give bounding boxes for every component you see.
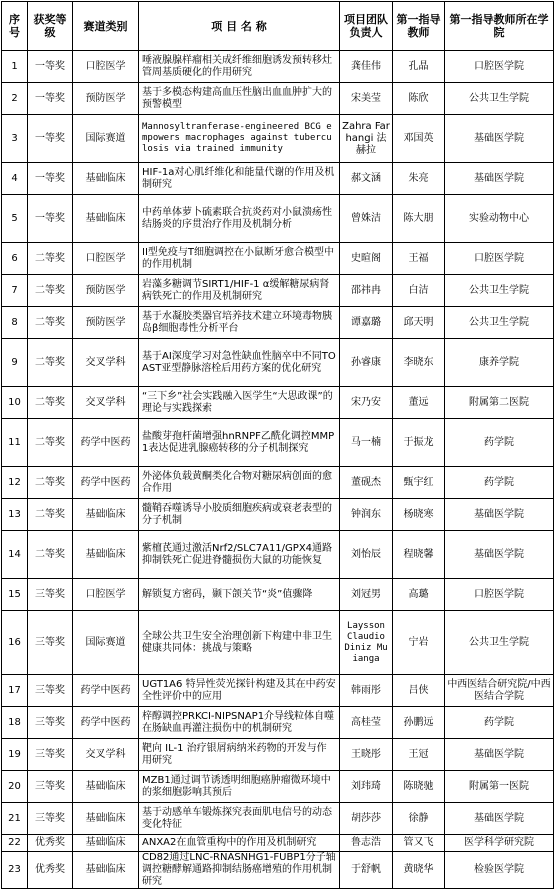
cell-level: 一等奖: [28, 163, 73, 195]
cell-advisor: 王冠: [393, 739, 445, 771]
cell-no: 10: [2, 387, 28, 419]
cell-leader: 董砚杰: [340, 467, 393, 499]
cell-title: ANXA2在血管重构中的作用及机制研究: [139, 835, 340, 852]
cell-category: 国际赛道: [73, 611, 139, 675]
cell-level: 三等奖: [28, 707, 73, 739]
cell-title: UGT1A6 特异性荧光探针构建及其在中药安全性评价中的应用: [139, 675, 340, 707]
cell-advisor: 宁岩: [393, 611, 445, 675]
cell-leader: Zahra Farhangi 法赫拉: [340, 115, 393, 163]
table-row: [2, 275, 554, 307]
header-leader: 项目团队负责人: [340, 2, 393, 51]
cell-no: 16: [2, 611, 28, 675]
cell-category: 基础临床: [73, 771, 139, 803]
cell-advisor: 孔晶: [393, 51, 445, 83]
cell-advisor: 陈大朋: [393, 195, 445, 243]
table-row: [2, 195, 554, 243]
cell-no: 5: [2, 195, 28, 243]
cell-advisor: 于振龙: [393, 419, 445, 467]
cell-no: 18: [2, 707, 28, 739]
cell-title: 解锁复方密码，颞下颌关节“炎”值骤降: [139, 579, 340, 611]
cell-category: 口腔医学: [73, 51, 139, 83]
cell-level: 三等奖: [28, 675, 73, 707]
cell-leader: 王晓彤: [340, 739, 393, 771]
cell-title: 基于水凝胶类器官培养技术建立环境毒物胰岛β细胞毒性分析平台: [139, 307, 340, 339]
cell-advisor: 孙鹏远: [393, 707, 445, 739]
cell-leader: 孙睿康: [340, 339, 393, 387]
header-advisor: 第一指导教师: [393, 2, 445, 51]
table-row: [2, 307, 554, 339]
cell-category: 基础临床: [73, 163, 139, 195]
table-row: [2, 115, 554, 163]
cell-category: 基础临床: [73, 195, 139, 243]
cell-advisor: 吕侠: [393, 675, 445, 707]
cell-no: 7: [2, 275, 28, 307]
cell-school: 附属第一医院: [445, 771, 554, 803]
table-row: [2, 852, 554, 889]
header-level: 获奖等级: [28, 2, 73, 51]
table-row: [2, 803, 554, 835]
cell-no: 20: [2, 771, 28, 803]
cell-advisor: 董远: [393, 387, 445, 419]
cell-leader: 郝文涵: [340, 163, 393, 195]
cell-category: 交叉学科: [73, 339, 139, 387]
cell-level: 三等奖: [28, 771, 73, 803]
cell-category: 药学中医药: [73, 707, 139, 739]
table-row: [2, 611, 554, 675]
cell-leader: 钟润东: [340, 499, 393, 531]
cell-level: 一等奖: [28, 115, 73, 163]
cell-leader: 谭嘉璐: [340, 307, 393, 339]
cell-level: 一等奖: [28, 195, 73, 243]
cell-title: 髓鞘吞噬诱导小胶质细胞疾病或衰老表型的分子机制: [139, 499, 340, 531]
cell-school: 中西医结合研究院/中西医结合学院: [445, 675, 554, 707]
cell-category: 口腔医学: [73, 579, 139, 611]
cell-no: 9: [2, 339, 28, 387]
cell-category: 预防医学: [73, 307, 139, 339]
cell-school: 基础医学院: [445, 499, 554, 531]
cell-title: 紫檀芪通过激活Nrf2/SLC7A11/GPX4通路抑制铁死亡促进脊髓损伤大鼠的功能恢复: [139, 531, 340, 579]
cell-title: 唾液腺腺样瘤相关成纤维细胞诱发预转移灶管周基质硬化的作用研究: [139, 51, 340, 83]
cell-level: 二等奖: [28, 531, 73, 579]
cell-category: 基础临床: [73, 852, 139, 889]
table-row: [2, 707, 554, 739]
cell-leader: 刘玮琦: [340, 771, 393, 803]
table-row: [2, 387, 554, 419]
cell-level: 优秀奖: [28, 852, 73, 889]
cell-no: 1: [2, 51, 28, 83]
cell-level: 优秀奖: [28, 835, 73, 852]
table-row: [2, 51, 554, 83]
cell-no: 22: [2, 835, 28, 852]
cell-category: 交叉学科: [73, 739, 139, 771]
cell-category: 基础临床: [73, 803, 139, 835]
cell-advisor: 王福: [393, 243, 445, 275]
cell-leader: 胡莎莎: [340, 803, 393, 835]
cell-level: 三等奖: [28, 739, 73, 771]
cell-level: 一等奖: [28, 83, 73, 115]
cell-leader: 韩雨彤: [340, 675, 393, 707]
cell-no: 14: [2, 531, 28, 579]
cell-title: 基于动感单车锻炼探究表面肌电信号的动态变化特征: [139, 803, 340, 835]
cell-title: 岩藻多糖调节SIRT1/HIF-1 α缓解糖尿病肾病铁死亡的作用及机制研究: [139, 275, 340, 307]
header-category: 赛道类别: [73, 2, 139, 51]
cell-advisor: 管又飞: [393, 835, 445, 852]
cell-no: 11: [2, 419, 28, 467]
cell-advisor: 陈欣: [393, 83, 445, 115]
cell-leader: 刘冠男: [340, 579, 393, 611]
cell-leader: 刘怡辰: [340, 531, 393, 579]
cell-title: 基于多模态构建高血压性脑出血血肿扩大的预警模型: [139, 83, 340, 115]
cell-no: 23: [2, 852, 28, 889]
cell-level: 二等奖: [28, 419, 73, 467]
header-no: 序号: [2, 2, 28, 51]
cell-title: Mannosyltranferase-engineered BCG empowers macrophages against tuberculosis via trained immunity: [139, 115, 340, 163]
cell-school: 基础医学院: [445, 803, 554, 835]
cell-school: 口腔医学院: [445, 579, 554, 611]
cell-category: 预防医学: [73, 83, 139, 115]
table-row: [2, 739, 554, 771]
cell-school: 公共卫生学院: [445, 611, 554, 675]
table-row: [2, 531, 554, 579]
cell-category: 药学中医药: [73, 467, 139, 499]
cell-level: 三等奖: [28, 579, 73, 611]
cell-advisor: 白洁: [393, 275, 445, 307]
cell-leader: 马一楠: [340, 419, 393, 467]
table-row: [2, 499, 554, 531]
cell-no: 13: [2, 499, 28, 531]
cell-category: 国际赛道: [73, 115, 139, 163]
table-row: [2, 771, 554, 803]
cell-no: 19: [2, 739, 28, 771]
cell-no: 21: [2, 803, 28, 835]
cell-school: 口腔医学院: [445, 243, 554, 275]
cell-advisor: 邱天明: [393, 307, 445, 339]
cell-title: CD82通过LNC-RNASNHG1-FUBP1分子轴调控糖酵解通路抑制结肠癌增殖的作用机制研究: [139, 852, 340, 889]
cell-title: 梓醇调控PRKCI-NIPSNAP1介导线粒体自噬在肠缺血再灌注损伤中的机制研究: [139, 707, 340, 739]
cell-advisor: 徐静: [393, 803, 445, 835]
cell-school: 公共卫生学院: [445, 275, 554, 307]
cell-title: HIF-1a对心肌纤维化和能量代谢的作用及机制研究: [139, 163, 340, 195]
table-row: [2, 243, 554, 275]
cell-category: 基础临床: [73, 499, 139, 531]
cell-title: 中药单体萝卜硫素联合抗炎药对小鼠溃疡性结肠炎的序贯治疗作用及机制分析: [139, 195, 340, 243]
cell-no: 15: [2, 579, 28, 611]
cell-leader: 鲁志浩: [340, 835, 393, 852]
table-row: [2, 467, 554, 499]
cell-no: 4: [2, 163, 28, 195]
cell-school: 基础医学院: [445, 163, 554, 195]
cell-advisor: 杨晓寒: [393, 499, 445, 531]
cell-title: 外泌体负载黄酮类化合物对糖尿病创面的愈合作用: [139, 467, 340, 499]
cell-level: 二等奖: [28, 243, 73, 275]
cell-advisor: 程晓馨: [393, 531, 445, 579]
table-row: [2, 163, 554, 195]
cell-title: 靶向 IL-1 治疗银屑病纳米药物的开发与作用研究: [139, 739, 340, 771]
cell-category: 药学中医药: [73, 419, 139, 467]
cell-leader: 龚佳伟: [340, 51, 393, 83]
cell-school: 检验医学院: [445, 852, 554, 889]
cell-category: 基础临床: [73, 531, 139, 579]
cell-title: 基于AI深度学习对急性缺血性脑卒中不同TOAST亚型静脉溶栓后用药方案的优化研究: [139, 339, 340, 387]
cell-school: 附属第二医院: [445, 387, 554, 419]
table-header-row: [2, 2, 554, 51]
cell-advisor: 朱亮: [393, 163, 445, 195]
cell-leader: 史暄阁: [340, 243, 393, 275]
table-row: [2, 419, 554, 467]
cell-level: 二等奖: [28, 307, 73, 339]
cell-advisor: 李晓东: [393, 339, 445, 387]
cell-level: 二等奖: [28, 387, 73, 419]
cell-category: 药学中医药: [73, 675, 139, 707]
cell-school: 医学科学研究院: [445, 835, 554, 852]
cell-leader: 于舒帆: [340, 852, 393, 889]
cell-level: 三等奖: [28, 611, 73, 675]
cell-school: 药学院: [445, 419, 554, 467]
table-row: [2, 835, 554, 852]
cell-school: 公共卫生学院: [445, 307, 554, 339]
cell-school: 药学院: [445, 707, 554, 739]
cell-school: 药学院: [445, 467, 554, 499]
cell-title: 全球公共卫生安全治理创新下构建中非卫生健康共同体：挑战与策略: [139, 611, 340, 675]
awards-table: [1, 1, 554, 889]
cell-school: 实验动物中心: [445, 195, 554, 243]
cell-title: “三下乡”社会实践融入医学生“大思政课”的理论与实践探索: [139, 387, 340, 419]
cell-title: II型免疫与T细胞调控在小鼠断牙愈合模型中的作用机制: [139, 243, 340, 275]
cell-school: 基础医学院: [445, 739, 554, 771]
cell-school: 基础医学院: [445, 531, 554, 579]
header-title: 项 目 名 称: [139, 2, 340, 51]
cell-leader: 邵祎冉: [340, 275, 393, 307]
cell-no: 12: [2, 467, 28, 499]
cell-leader: 高桂莹: [340, 707, 393, 739]
cell-school: 康养学院: [445, 339, 554, 387]
cell-title: 盐酸芽孢杆菌增强hnRNPF乙酰化调控MMP1表达促进乳腺癌转移的分子机制探究: [139, 419, 340, 467]
cell-advisor: 甄宇红: [393, 467, 445, 499]
cell-leader: 宋乃安: [340, 387, 393, 419]
cell-leader: 曾姝洁: [340, 195, 393, 243]
table-row: [2, 579, 554, 611]
cell-advisor: 邓国英: [393, 115, 445, 163]
cell-title: MZB1通过调节诱透明细胞癌肿瘤微环境中的浆细胞影响其预后: [139, 771, 340, 803]
cell-advisor: 高璐: [393, 579, 445, 611]
cell-category: 基础临床: [73, 835, 139, 852]
cell-no: 17: [2, 675, 28, 707]
cell-school: 公共卫生学院: [445, 83, 554, 115]
cell-advisor: 陈晓驰: [393, 771, 445, 803]
cell-no: 3: [2, 115, 28, 163]
cell-leader: 宋美莹: [340, 83, 393, 115]
cell-school: 口腔医学院: [445, 51, 554, 83]
cell-level: 二等奖: [28, 275, 73, 307]
header-school: 第一指导教师所在学院: [445, 2, 554, 51]
cell-advisor: 黄晓华: [393, 852, 445, 889]
cell-leader: Laysson Claudio Diniz Muianga: [340, 611, 393, 675]
cell-level: 一等奖: [28, 51, 73, 83]
table-row: [2, 675, 554, 707]
cell-category: 交叉学科: [73, 387, 139, 419]
cell-category: 预防医学: [73, 275, 139, 307]
cell-category: 口腔医学: [73, 243, 139, 275]
table-row: [2, 83, 554, 115]
table-row: [2, 339, 554, 387]
cell-level: 二等奖: [28, 339, 73, 387]
cell-level: 二等奖: [28, 467, 73, 499]
cell-school: 基础医学院: [445, 115, 554, 163]
cell-level: 三等奖: [28, 803, 73, 835]
cell-no: 8: [2, 307, 28, 339]
cell-no: 6: [2, 243, 28, 275]
cell-level: 二等奖: [28, 499, 73, 531]
cell-no: 2: [2, 83, 28, 115]
